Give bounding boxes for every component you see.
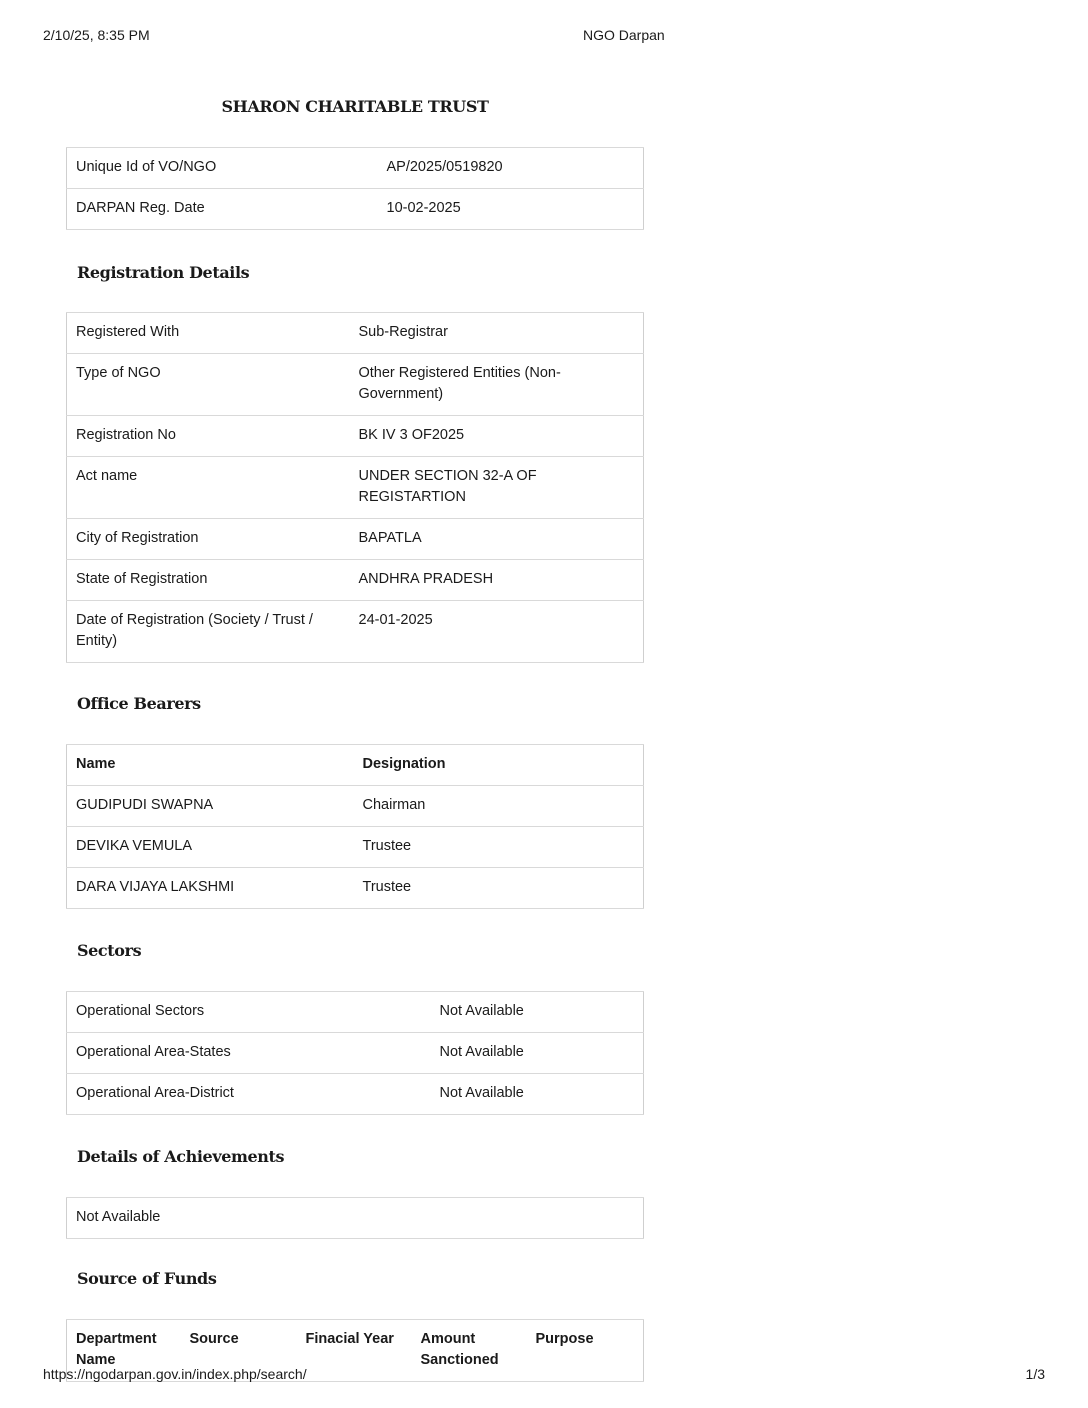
registration-value: ANDHRA PRADESH: [350, 560, 644, 601]
document-content: [66, 96, 644, 1382]
print-url: https://ngodarpan.gov.in/index.php/search/: [43, 1366, 307, 1382]
table-row: [67, 148, 644, 189]
sectors-section-title: Sectors: [77, 941, 142, 960]
office-bearers-section-title: Office Bearers: [77, 694, 201, 713]
table-row: [67, 868, 644, 909]
column-header-purpose: Purpose: [527, 1320, 644, 1382]
print-page-title: NGO Darpan: [583, 27, 665, 43]
registration-label: Registered With: [67, 313, 350, 354]
table-header-row: [67, 745, 644, 786]
registration-label: Type of NGO: [67, 354, 350, 416]
registration-value: Sub-Registrar: [350, 313, 644, 354]
column-header-amount: Amount Sanctioned: [412, 1320, 527, 1382]
bearer-name: GUDIPUDI SWAPNA: [67, 786, 354, 827]
sector-value: Not Available: [431, 1033, 644, 1074]
registration-label: Act name: [67, 457, 350, 519]
column-header-financial-year: Finacial Year: [297, 1320, 412, 1382]
page-number: 1/3: [1025, 1366, 1045, 1382]
column-header-designation: Designation: [354, 745, 644, 786]
column-header-source: Source: [181, 1320, 297, 1382]
sector-value: Not Available: [431, 992, 644, 1033]
registration-value: BAPATLA: [350, 519, 644, 560]
sector-label: Operational Area-District: [67, 1074, 431, 1115]
table-row: [67, 1074, 644, 1115]
registration-label: State of Registration: [67, 560, 350, 601]
org-name-text: SHARON CHARITABLE TRUST: [221, 97, 489, 116]
column-header-department: Department Name: [67, 1320, 181, 1382]
summary-label: DARPAN Reg. Date: [67, 189, 378, 230]
bearer-designation: Chairman: [354, 786, 644, 827]
bearer-name: DEVIKA VEMULA: [67, 827, 354, 868]
print-datetime: 2/10/25, 8:35 PM: [43, 27, 150, 43]
achievements-table: [66, 1197, 644, 1239]
registration-value: BK IV 3 OF2025: [350, 416, 644, 457]
table-row: [67, 601, 644, 663]
column-header-name: Name: [67, 745, 354, 786]
print-footer: [43, 1366, 1045, 1384]
registration-section-title: Registration Details: [77, 263, 250, 282]
registration-value: Other Registered Entities (Non-Government): [350, 354, 644, 416]
table-row: [67, 560, 644, 601]
table-row: [67, 416, 644, 457]
registration-value: UNDER SECTION 32-A OF REGISTARTION: [350, 457, 644, 519]
table-row: [67, 519, 644, 560]
summary-value: 10-02-2025: [378, 189, 644, 230]
org-name: [66, 96, 644, 118]
funds-section-title: Source of Funds: [77, 1269, 217, 1288]
sector-label: Operational Sectors: [67, 992, 431, 1033]
table-row: [67, 992, 644, 1033]
summary-label: Unique Id of VO/NGO: [67, 148, 378, 189]
table-row: [67, 457, 644, 519]
registration-label: Registration No: [67, 416, 350, 457]
registration-label: Date of Registration (Society / Trust / Entity): [67, 601, 350, 663]
table-row: [67, 827, 644, 868]
achievements-value: Not Available: [67, 1198, 644, 1239]
bearer-designation: Trustee: [354, 868, 644, 909]
registration-label: City of Registration: [67, 519, 350, 560]
sector-value: Not Available: [431, 1074, 644, 1115]
table-row: [67, 354, 644, 416]
table-row: [67, 189, 644, 230]
table-row: [67, 786, 644, 827]
registration-table: [66, 312, 644, 663]
achievements-section-title: Details of Achievements: [77, 1147, 285, 1166]
table-row: [67, 1198, 644, 1239]
table-row: [67, 1033, 644, 1074]
sector-label: Operational Area-States: [67, 1033, 431, 1074]
print-header: [43, 27, 1045, 45]
bearer-designation: Trustee: [354, 827, 644, 868]
table-row: [67, 313, 644, 354]
bearer-name: DARA VIJAYA LAKSHMI: [67, 868, 354, 909]
office-bearers-table: [66, 744, 644, 909]
sectors-table: [66, 991, 644, 1115]
registration-value: 24-01-2025: [350, 601, 644, 663]
summary-table: [66, 147, 644, 230]
summary-value: AP/2025/0519820: [378, 148, 644, 189]
